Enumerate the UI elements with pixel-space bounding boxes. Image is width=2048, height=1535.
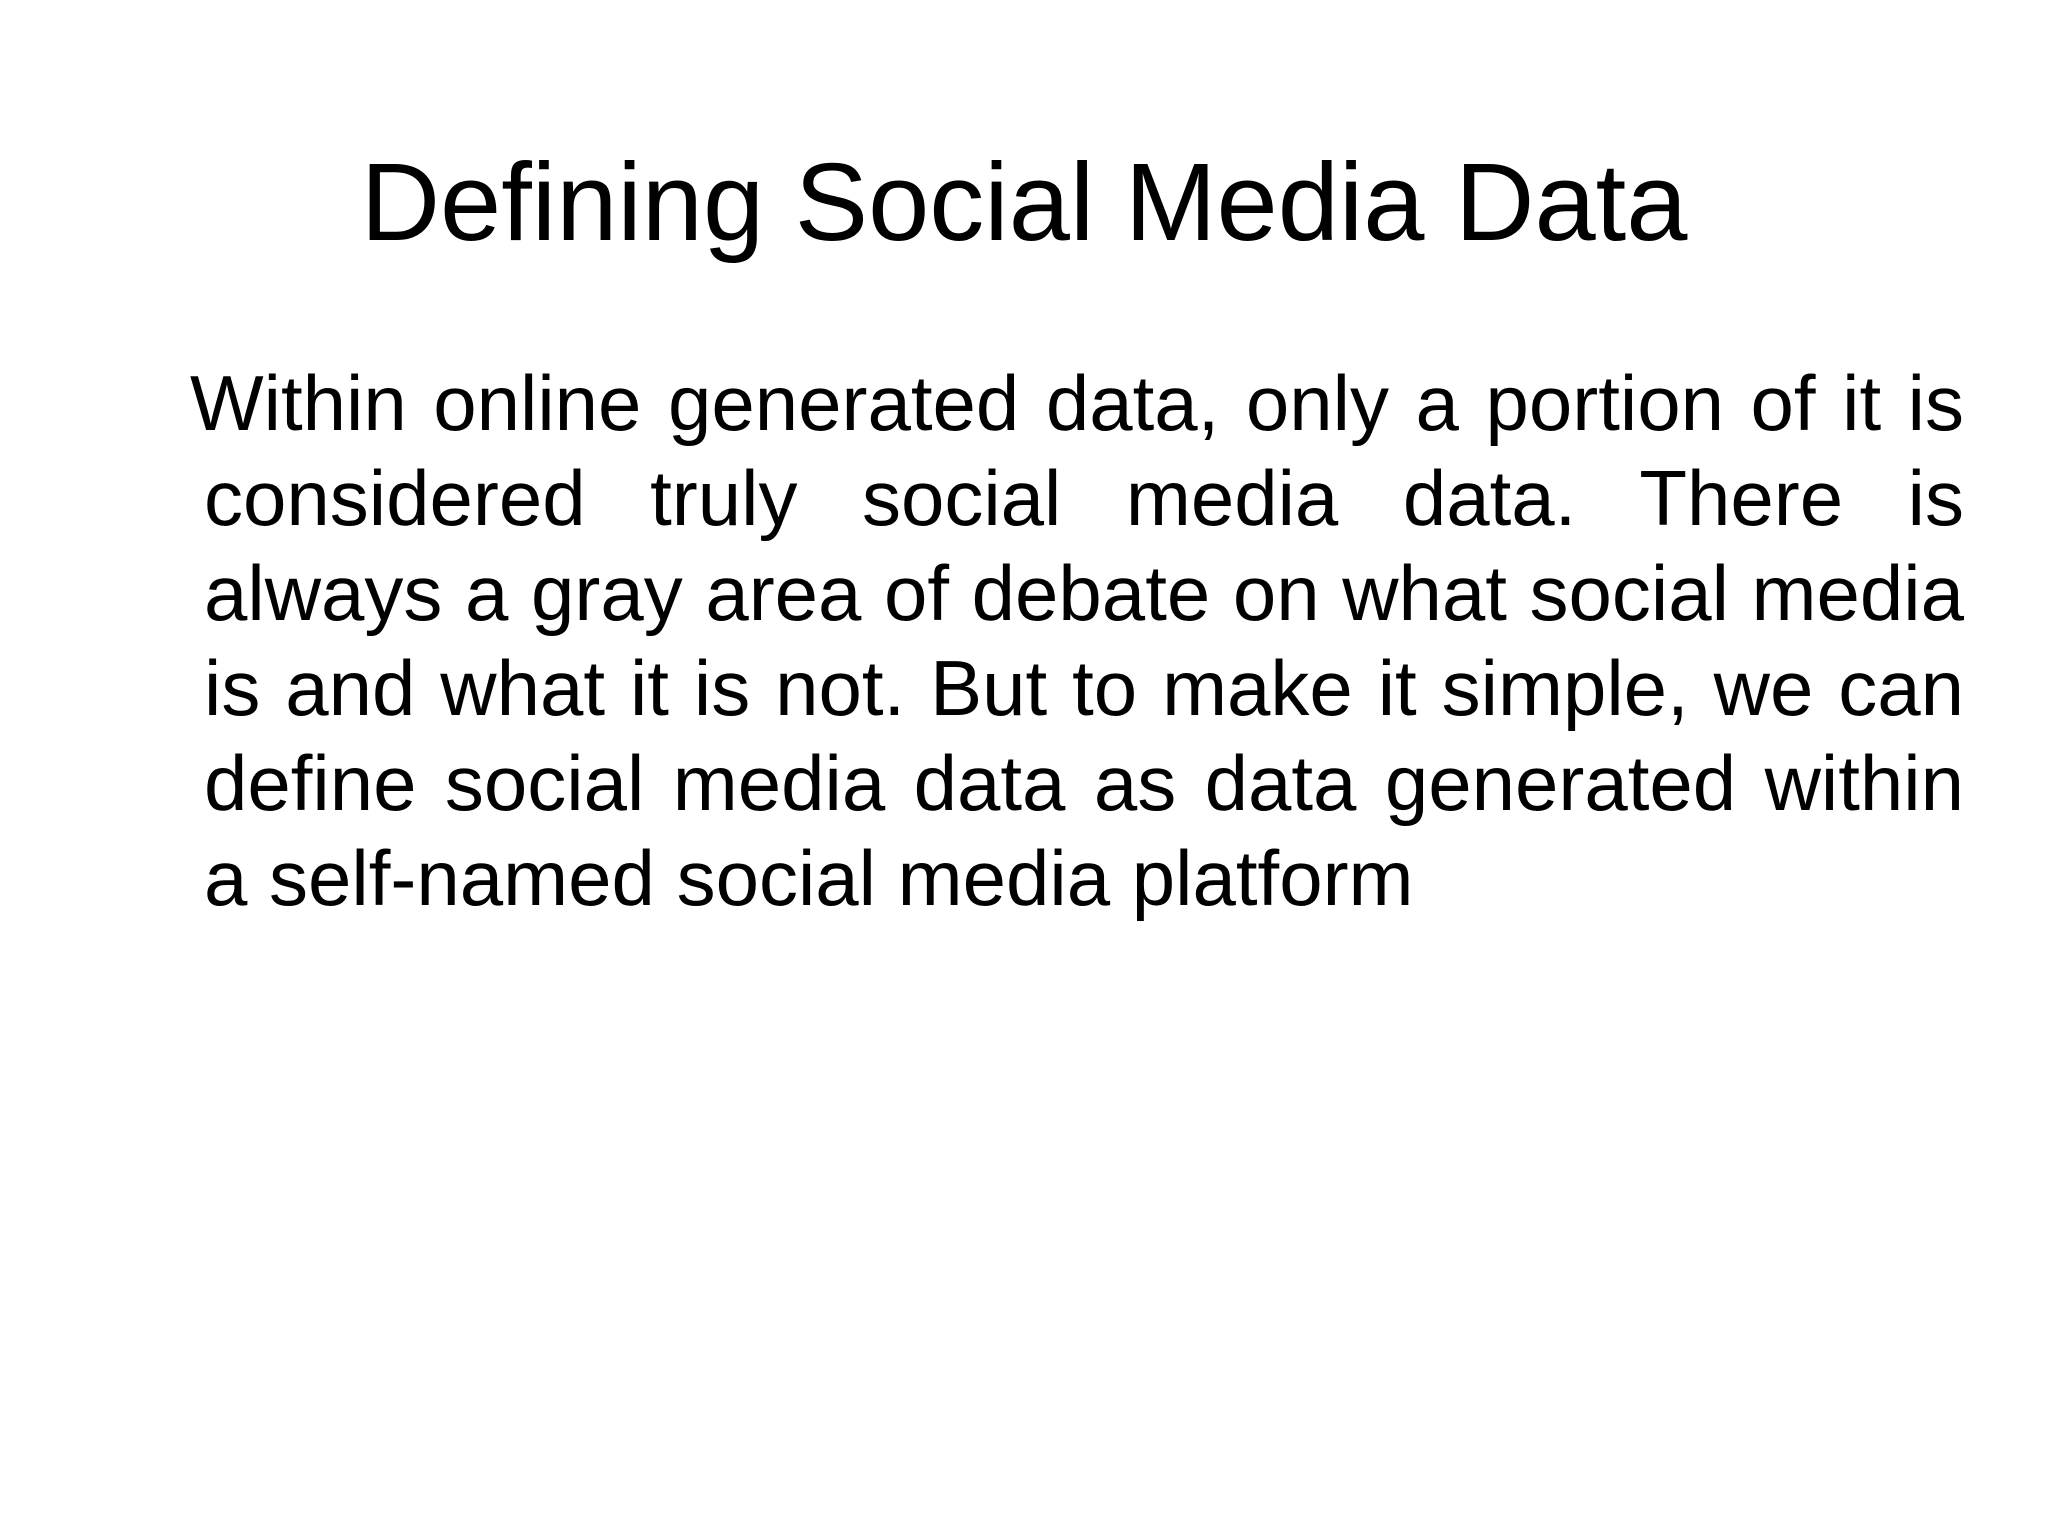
slide-body [190,356,1964,926]
slide-title: Defining Social Media Data [360,141,1688,264]
body-paragraph: Within online generated data, only a portion of it is considered truly social media data. There is always a gray area of debate on what social media is and what it is not. But to make it simple, we can define social media data as data generated within a self-named social media platform [190,359,1964,922]
